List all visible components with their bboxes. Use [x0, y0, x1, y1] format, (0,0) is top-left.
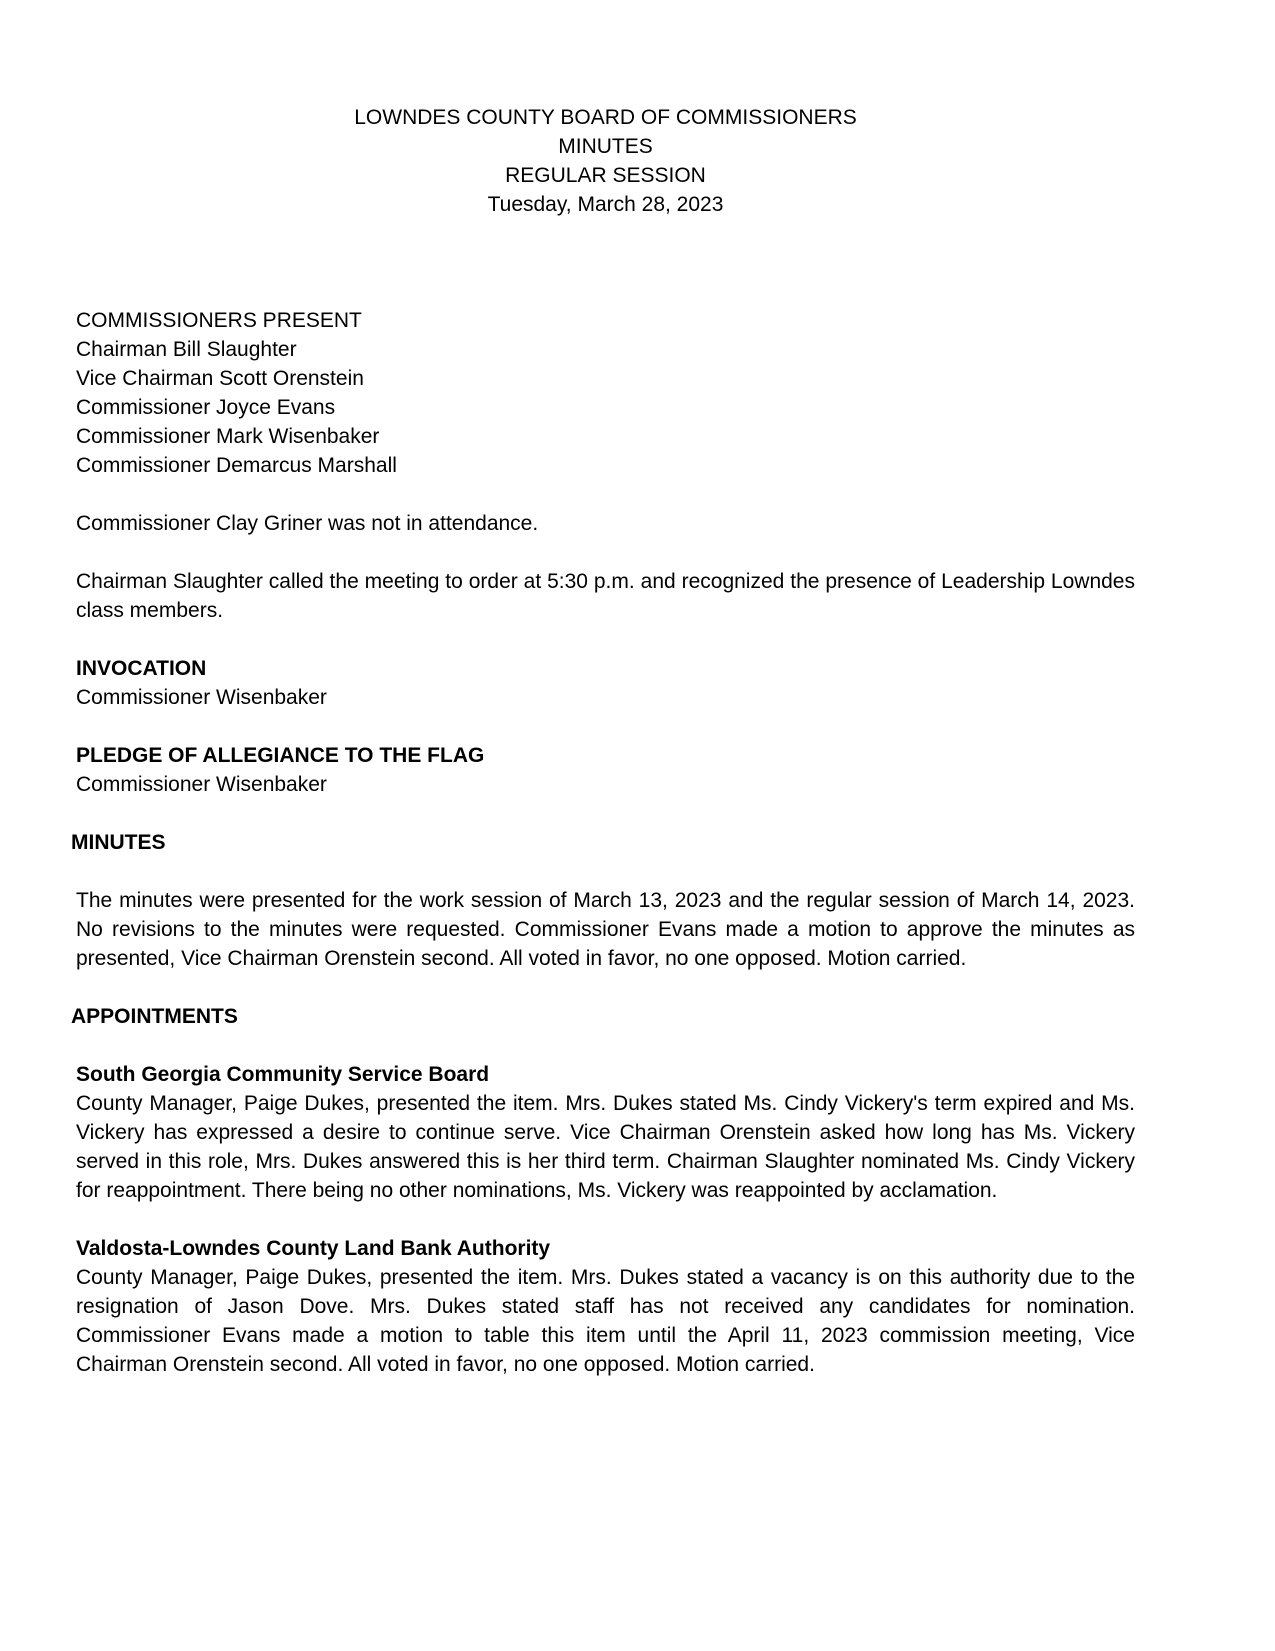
- appointment-body: County Manager, Paige Dukes, presented the item. Mrs. Dukes stated Ms. Cindy Vickery's term expired and Ms. Vickery has expressed a desire to continue serve. Vice Chairman Orenstein asked how long has Ms. Vickery served in this role, Mrs. Dukes answered this is her third term. Chairman Slaughter nominated Ms. Cindy Vickery for reappointment. There being no other nominations, Ms. Vickery was reappointed by acclamation.: [76, 1092, 1135, 1202]
- call-to-order-paragraph: Chairman Slaughter called the meeting to order at 5:30 p.m. and recognized the presence of Leadership Lowndes class members.: [76, 570, 1135, 622]
- commissioner-name: Commissioner Joyce Evans: [76, 396, 336, 419]
- pledge-heading: PLEDGE OF ALLEGIANCE TO THE FLAG: [76, 744, 485, 767]
- invocation-heading: INVOCATION: [76, 657, 207, 680]
- commissioner-name: Commissioner Demarcus Marshall: [76, 454, 397, 477]
- pledge-section: [76, 741, 1135, 799]
- appointment-item: [76, 1234, 1135, 1379]
- minutes-section: [71, 828, 1135, 973]
- invocation-section: [76, 654, 1135, 712]
- commissioners-present-heading: COMMISSIONERS PRESENT: [76, 309, 362, 332]
- document-date: Tuesday, March 28, 2023: [487, 193, 724, 216]
- appointment-title: South Georgia Community Service Board: [76, 1063, 490, 1086]
- appointments-heading: APPOINTMENTS: [71, 1005, 238, 1028]
- absent-note: Commissioner Clay Griner was not in attendance.: [76, 512, 539, 535]
- document-org-title: LOWNDES COUNTY BOARD OF COMMISSIONERS: [354, 106, 857, 129]
- commissioners-present-section: [76, 306, 1135, 480]
- document-session: REGULAR SESSION: [505, 164, 706, 187]
- commissioner-name: Vice Chairman Scott Orenstein: [76, 367, 364, 390]
- appointments-section: [71, 1002, 1135, 1379]
- minutes-paragraph: The minutes were presented for the work session of March 13, 2023 and the regular session of March 14, 2023. No revisions to the minutes were requested. Commissioner Evans made a motion to approve the minutes as presented, Vice Chairman Orenstein second. All voted in favor, no one opposed. Motion carried.: [76, 889, 1135, 970]
- invocation-body: Commissioner Wisenbaker: [76, 686, 327, 709]
- appointment-title: Valdosta-Lowndes County Land Bank Authority: [76, 1237, 551, 1260]
- appointment-item: [76, 1060, 1135, 1205]
- document-type: MINUTES: [558, 135, 653, 158]
- commissioner-name: Commissioner Mark Wisenbaker: [76, 425, 380, 448]
- minutes-heading: MINUTES: [71, 831, 166, 854]
- document-header: [76, 103, 1135, 219]
- commissioner-name: Chairman Bill Slaughter: [76, 338, 297, 361]
- appointment-body: County Manager, Paige Dukes, presented the item. Mrs. Dukes stated a vacancy is on this authority due to the resignation of Jason Dove. Mrs. Dukes stated staff has not received any candidates for nomination. Commissioner Evans made a motion to table this item until the April 11, 2023 commission meeting, Vice Chairman Orenstein second. All voted in favor, no one opposed. Motion carried.: [76, 1266, 1135, 1376]
- pledge-body: Commissioner Wisenbaker: [76, 773, 327, 796]
